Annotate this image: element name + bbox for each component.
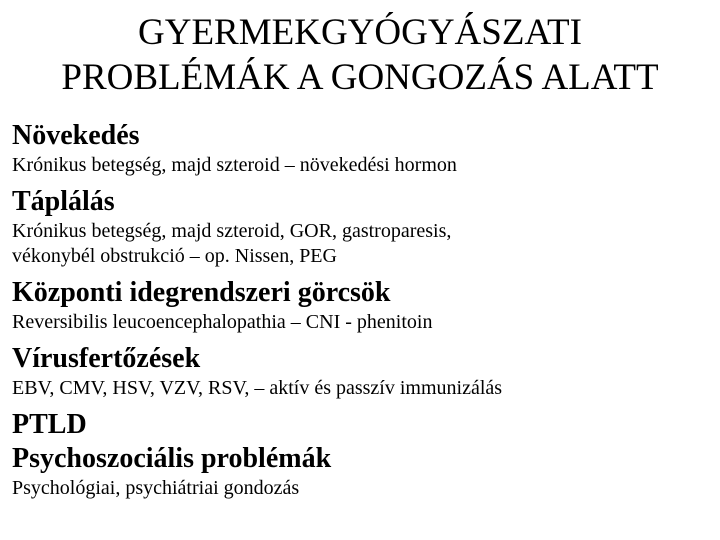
slide-title-line-1: GYERMEKGYÓGYÁSZATI	[138, 12, 582, 53]
section-detail	[12, 476, 712, 501]
section-detail	[12, 310, 712, 335]
section-psychoszocialis-problemak	[12, 442, 712, 501]
section-detail	[12, 376, 712, 401]
section-heading: Psychoszociális problémák	[12, 443, 332, 474]
section-virusfertozesek	[12, 342, 712, 401]
section-heading: Vírusfertőzések	[12, 343, 201, 374]
detail-line: Reversibilis leucoencephalopathia – CNI - phenitoin	[12, 311, 433, 333]
detail-line: EBV, CMV, HSV, VZV, RSV, – aktív és passzív immunizálás	[12, 377, 503, 399]
section-detail	[12, 153, 712, 178]
detail-line: vékonybél obstrukció – op. Nissen, PEG	[12, 245, 337, 267]
section-heading: Központi idegrendszeri görcsök	[12, 277, 391, 308]
section-taplalas	[12, 185, 712, 269]
slide-title-line-2: PROBLÉMÁK A GONGOZÁS ALATT	[61, 57, 659, 98]
section-novekedes	[12, 119, 712, 178]
section-ptld	[12, 408, 712, 442]
section-heading: PTLD	[12, 409, 87, 440]
section-detail	[12, 219, 712, 269]
detail-line: Krónikus betegség, majd szteroid, GOR, gastroparesis,	[12, 220, 452, 242]
detail-line: Krónikus betegség, majd szteroid – növekedési hormon	[12, 154, 457, 176]
section-heading: Táplálás	[12, 186, 115, 217]
slide-title	[0, 10, 720, 100]
section-kozponti-idegrendszeri-gorcsok	[12, 276, 712, 335]
slide-content	[12, 119, 712, 508]
section-heading: Növekedés	[12, 120, 140, 151]
detail-line: Psychológiai, psychiátriai gondozás	[12, 477, 300, 499]
